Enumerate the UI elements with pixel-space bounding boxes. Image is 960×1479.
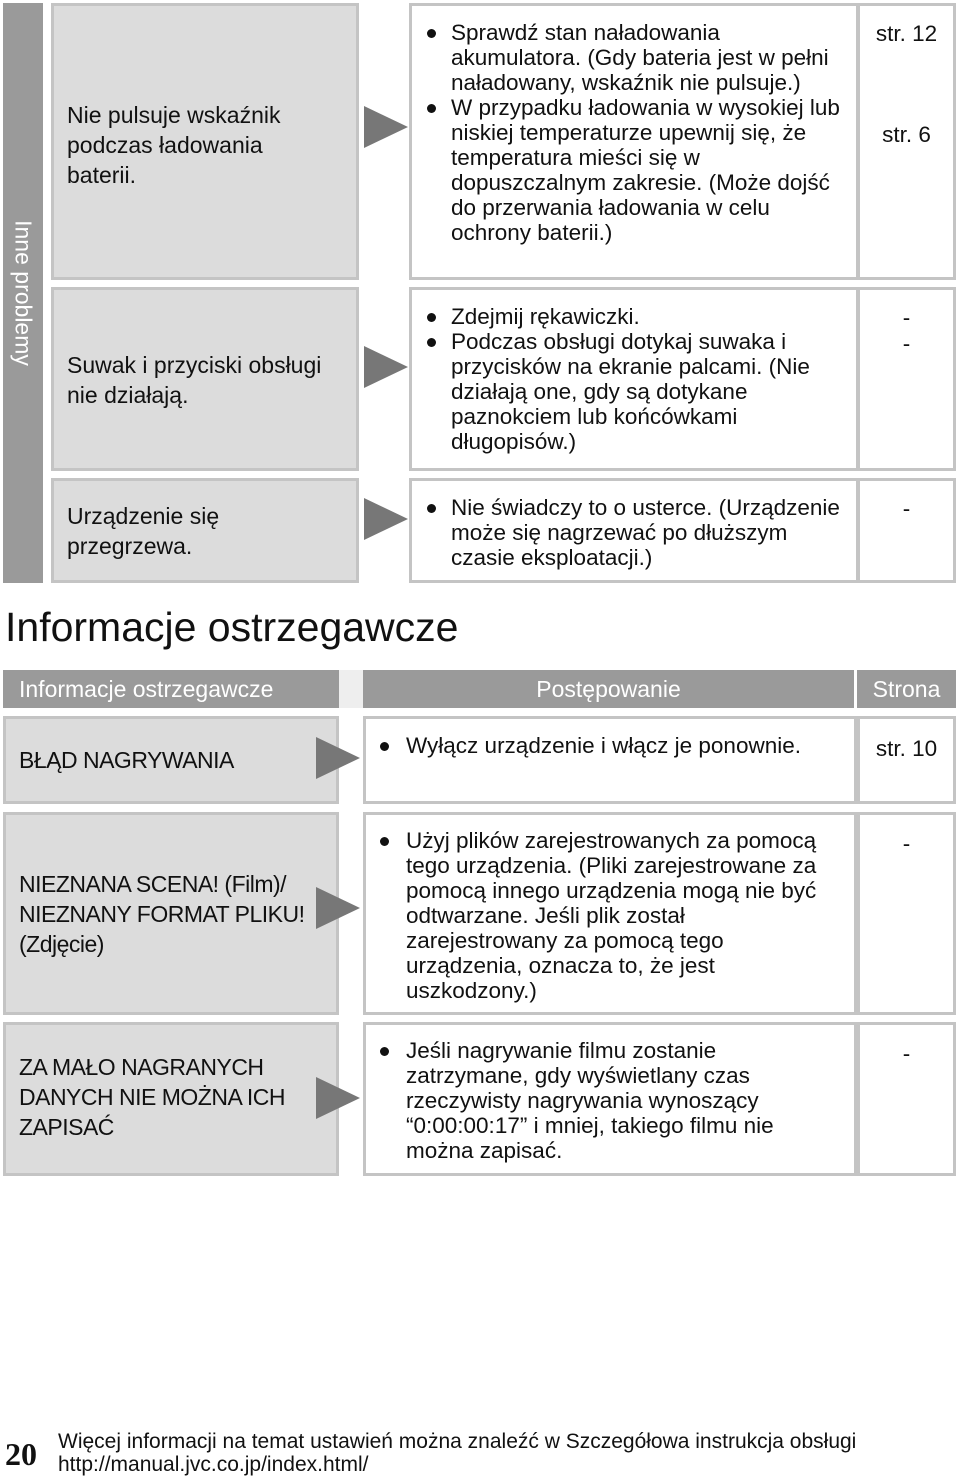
action-item: Jeśli nagrywanie filmu zostanie zatrzymane, gdy wyświetlany czas rzeczywisty nagrywania wynoszący “0:00:00:17” i mniej, takiego filmu nie można zapisać. [366, 1038, 806, 1163]
page-number: 20 [5, 1436, 37, 1472]
problem-condition: Suwak i przyciski obsługi nie działają. [67, 352, 322, 408]
action-list [415, 20, 845, 245]
page-reference: str. 10 [875, 736, 938, 761]
warning-message-cell [3, 716, 339, 804]
page-reference: - [902, 331, 911, 356]
action-list [366, 733, 846, 758]
page-reference: - [902, 1041, 911, 1066]
warning-action-cell [363, 716, 857, 804]
problem-page-cell [857, 478, 956, 583]
warning-action-cell [363, 1022, 857, 1176]
warning-page-cell [857, 716, 956, 804]
header-label: Postępowanie [536, 676, 681, 702]
arrow-right-icon [316, 887, 360, 929]
warning-message-cell [3, 1022, 339, 1176]
problem-page-cell [857, 287, 956, 471]
page-reference: - [902, 831, 911, 856]
header-page [857, 670, 956, 708]
problem-condition-cell [51, 3, 359, 280]
page-reference: str. 12 [875, 21, 938, 46]
action-list [366, 828, 836, 1003]
action-item: Użyj plików zarejestrowanych za pomocą tego urządzenia. (Pliki zarejestrowane za pomocą innego urządzenia mogą nie być odtwarzane. Jeśli plik został zarejestrowany za pomocą tego urządzenia, oznacza to, że jest uszkodzony.) [366, 828, 836, 1003]
warning-message-cell [3, 812, 339, 1015]
problem-action-cell [409, 287, 859, 471]
arrow-right-icon [364, 106, 408, 148]
header-label: Strona [872, 676, 941, 702]
page-reference: - [902, 305, 911, 330]
problem-action-cell [409, 3, 859, 280]
warning-action-cell [363, 812, 857, 1015]
warning-message: NIEZNANA SCENA! (Film)/ NIEZNANY FORMAT PLIKU! (Zdjęcie) [19, 871, 305, 957]
arrow-right-icon [316, 737, 360, 779]
header-warning-message [3, 670, 339, 708]
section-side-tab [3, 3, 43, 583]
arrow-right-icon [316, 1077, 360, 1119]
header-divider [339, 670, 363, 708]
action-item: Podczas obsługi dotykaj suwaka i przycisków na ekranie palcami. (Nie działają one, gdy są dotykane paznokciem lub końcówkami długopisów.) [415, 329, 845, 454]
problem-condition: Nie pulsuje wskaźnik podczas ładowania baterii. [67, 102, 281, 188]
problem-action-cell [409, 478, 859, 583]
header-action [363, 670, 854, 708]
action-item: Wyłącz urządzenie i włącz je ponownie. [366, 733, 846, 758]
warning-message: BŁĄD NAGRYWANIA [19, 747, 234, 773]
action-item: W przypadku ładowania w wysokiej lub niskiej temperaturze upewnij się, że temperatura mieści się w dopuszczalnym zakresie. (Może dojść do przerwania ładowania w celu ochrony baterii.) [415, 95, 845, 245]
problem-condition-cell [51, 287, 359, 471]
action-list [415, 304, 845, 454]
warning-page-cell [857, 812, 956, 1015]
warning-page-cell [857, 1022, 956, 1176]
header-label: Informacje ostrzegawcze [19, 676, 274, 702]
footer-text: Więcej informacji na temat ustawień można znaleźć w Szczegółowa instrukcja obsługi http://manual.jvc.co.jp/index.html/ [58, 1430, 857, 1476]
problem-page-cell [857, 3, 956, 280]
page-reference: - [902, 496, 911, 521]
footer-reference [58, 1430, 898, 1476]
action-item: Sprawdź stan naładowania akumulatora. (Gdy bateria jest w pełni naładowany, wskaźnik nie pulsuje.) [415, 20, 845, 95]
page-reference: str. 6 [882, 122, 931, 147]
arrow-right-icon [364, 498, 408, 540]
arrow-right-icon [364, 346, 408, 388]
problem-condition: Urządzenie się przegrzewa. [67, 503, 220, 559]
problem-condition-cell [51, 478, 359, 583]
action-item: Zdejmij rękawiczki. [415, 304, 845, 329]
side-tab-label: Inne problemy [10, 220, 37, 366]
warning-message: ZA MAŁO NAGRANYCH DANYCH NIE MOŻNA ICH ZAPISAĆ [19, 1054, 286, 1140]
section-title: Informacje ostrzegawcze [5, 604, 459, 650]
action-list [415, 495, 845, 570]
action-item: Nie świadczy to o usterce. (Urządzenie może się nagrzewać po dłuższym czasie eksploatacji.) [415, 495, 845, 570]
action-list [366, 1038, 806, 1163]
